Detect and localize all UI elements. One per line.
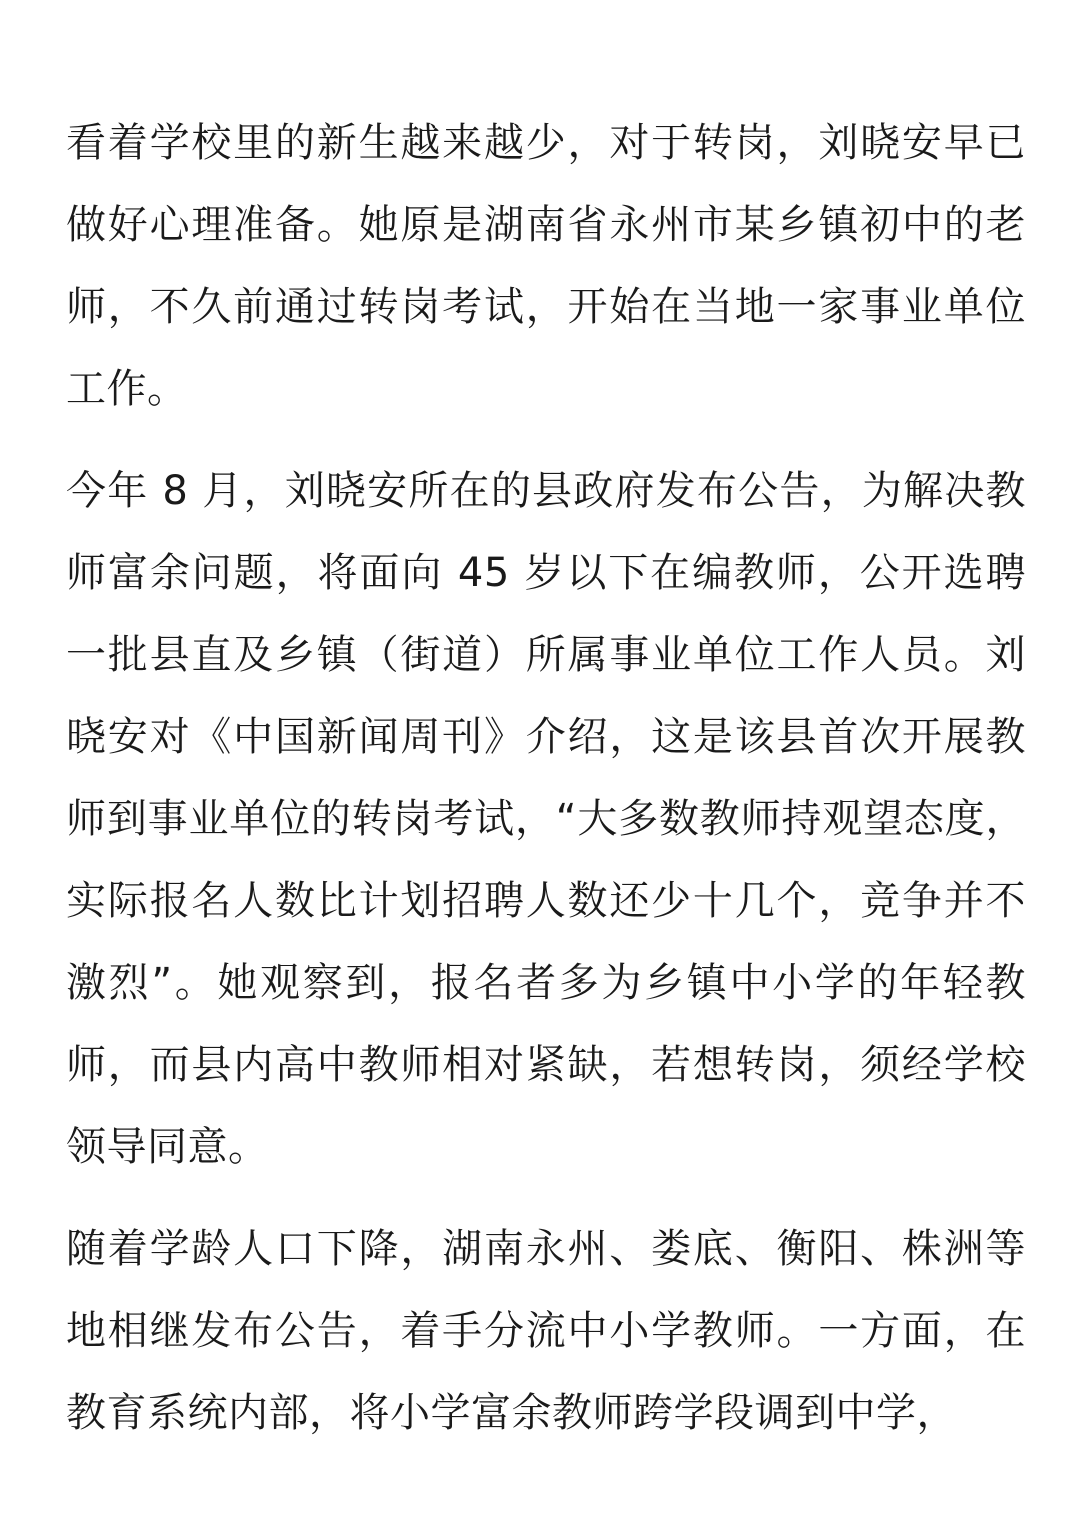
paragraph-3: 随着学龄人口下降，湖南永州、娄底、衡阳、株洲等地相继发布公告，着手分流中小学教师。一方面，在教育系统内部，将小学富余教师跨学段调到中学，	[66, 1226, 1026, 1436]
article-body	[66, 102, 1026, 1474]
paragraph-2: 今年 8 月，刘晓安所在的县政府发布公告，为解决教师富余问题，将面向 45 岁以下在编教师，公开选聘一批县直及乡镇（街道）所属事业单位工作人员。刘晓安对《中国新闻周刊》介绍，这是该县首次开展教师到事业单位的转岗考试，“大多数教师持观望态度，实际报名人数比计划招聘人数还少十几个，竞争并不激烈”。她观察到，报名者多为乡镇中小学的年轻教师，而县内高中教师相对紧缺，若想转岗，须经学校领导同意。	[66, 468, 1026, 1170]
paragraph-1: 看着学校里的新生越来越少，对于转岗，刘晓安早已做好心理准备。她原是湖南省永州市某乡镇初中的老师，不久前通过转岗考试，开始在当地一家事业单位工作。	[66, 120, 1026, 412]
